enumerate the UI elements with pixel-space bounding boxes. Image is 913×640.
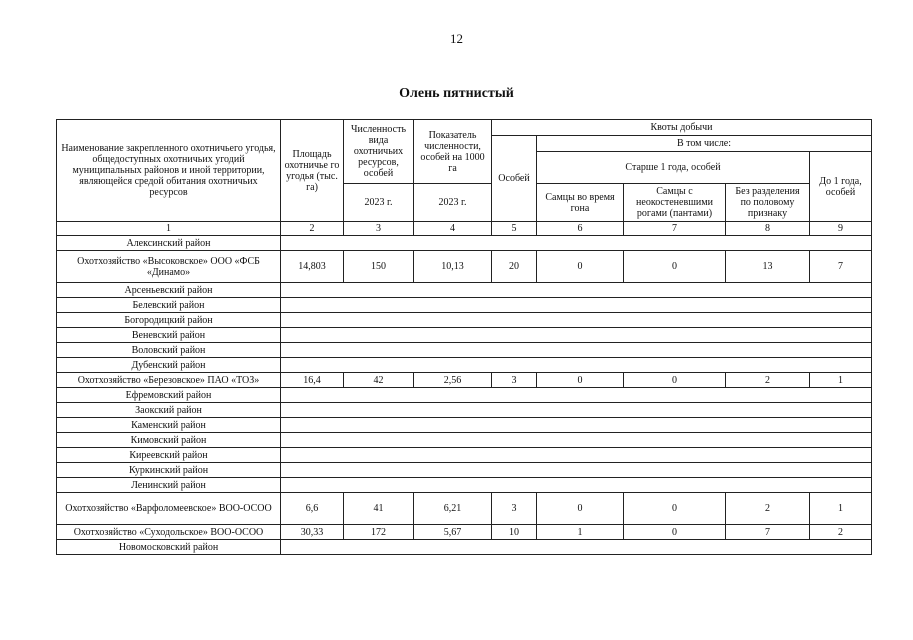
empty-cell (281, 540, 872, 555)
empty-cell (281, 236, 872, 251)
cell-value: 6,21 (414, 493, 492, 525)
column-number: 2 (281, 222, 344, 236)
district-row (57, 313, 872, 328)
district-row (57, 343, 872, 358)
header-name: Наименование закрепленного охотничьего угодья, общедоступных охотничьих угодий муниципальных районов и иной территории, являющейся средой обитания охотничьих ресурсов (57, 120, 281, 222)
district-row (57, 540, 872, 555)
district-row (57, 236, 872, 251)
empty-cell (281, 388, 872, 403)
district-row (57, 283, 872, 298)
column-number: 5 (492, 222, 537, 236)
hunting-farm-row (57, 251, 872, 283)
hunting-farm-row (57, 525, 872, 540)
header-older-1yr: Старше 1 года, особей (537, 152, 810, 184)
cell-value: 0 (624, 493, 726, 525)
cell-value: 2 (726, 373, 810, 388)
page-number: 12 (450, 31, 463, 46)
hunting-farm-name: Охотхозяйство «Высоковское» ООО «ФСБ «Динамо» (57, 251, 281, 283)
cell-value: 0 (624, 251, 726, 283)
header-population: Численность вида охотничьих ресурсов, особей (344, 120, 414, 184)
district-name: Кимовский район (57, 433, 281, 448)
district-row (57, 448, 872, 463)
header-density: Показатель численности, особей на 1000 га (414, 120, 492, 184)
header-males-antlers: Самцы с неокостеневшими рогами (пантами) (624, 184, 726, 222)
column-number: 9 (810, 222, 872, 236)
header-density-year: 2023 г. (414, 184, 492, 222)
hunting-farm-name: Охотхозяйство «Березовское» ПАО «ТОЗ» (57, 373, 281, 388)
cell-value: 2,56 (414, 373, 492, 388)
hunting-farm-row (57, 493, 872, 525)
district-name: Ленинский район (57, 478, 281, 493)
cell-value: 150 (344, 251, 414, 283)
district-name: Арсеньевский район (57, 283, 281, 298)
empty-cell (281, 313, 872, 328)
empty-cell (281, 463, 872, 478)
empty-cell (281, 448, 872, 463)
empty-cell (281, 418, 872, 433)
district-name: Каменский район (57, 418, 281, 433)
cell-value: 0 (624, 525, 726, 540)
district-row (57, 358, 872, 373)
empty-cell (281, 298, 872, 313)
district-row (57, 298, 872, 313)
cell-value: 7 (810, 251, 872, 283)
column-number: 4 (414, 222, 492, 236)
district-name: Куркинский район (57, 463, 281, 478)
district-name: Веневский район (57, 328, 281, 343)
quota-table (56, 119, 872, 555)
cell-value: 0 (537, 373, 624, 388)
district-name: Белевский район (57, 298, 281, 313)
empty-cell (281, 328, 872, 343)
column-number: 6 (537, 222, 624, 236)
district-name: Ефремовский район (57, 388, 281, 403)
hunting-farm-row (57, 373, 872, 388)
district-row (57, 418, 872, 433)
district-row (57, 463, 872, 478)
cell-value: 2 (726, 493, 810, 525)
district-row (57, 388, 872, 403)
cell-value: 1 (810, 493, 872, 525)
cell-value: 13 (726, 251, 810, 283)
cell-value: 172 (344, 525, 414, 540)
empty-cell (281, 433, 872, 448)
empty-cell (281, 343, 872, 358)
district-row (57, 433, 872, 448)
district-name: Алексинский район (57, 236, 281, 251)
cell-value: 5,67 (414, 525, 492, 540)
cell-value: 30,33 (281, 525, 344, 540)
cell-value: 0 (537, 493, 624, 525)
header-population-year: 2023 г. (344, 184, 414, 222)
cell-value: 7 (726, 525, 810, 540)
district-row (57, 403, 872, 418)
district-name: Богородицкий район (57, 313, 281, 328)
empty-cell (281, 478, 872, 493)
column-number: 7 (624, 222, 726, 236)
header-no-gender: Без разделения по половому признаку (726, 184, 810, 222)
hunting-farm-name: Охотхозяйство «Варфоломеевское» ВОО-ОСОО (57, 493, 281, 525)
column-number: 3 (344, 222, 414, 236)
cell-value: 6,6 (281, 493, 344, 525)
header-individuals: Особей (492, 136, 537, 222)
cell-value: 42 (344, 373, 414, 388)
cell-value: 0 (624, 373, 726, 388)
district-name: Киреевский район (57, 448, 281, 463)
cell-value: 0 (537, 251, 624, 283)
district-name: Новомосковский район (57, 540, 281, 555)
cell-value: 20 (492, 251, 537, 283)
cell-value: 41 (344, 493, 414, 525)
cell-value: 3 (492, 493, 537, 525)
cell-value: 10 (492, 525, 537, 540)
hunting-farm-name: Охотхозяйство «Суходольское» ВОО-ОСОО (57, 525, 281, 540)
table-body (57, 236, 872, 555)
cell-value: 1 (810, 373, 872, 388)
cell-value: 1 (537, 525, 624, 540)
district-row (57, 328, 872, 343)
district-row (57, 478, 872, 493)
document-title: Олень пятнистый (399, 86, 514, 101)
district-name: Заокский район (57, 403, 281, 418)
header-including: В том числе: (537, 136, 872, 152)
cell-value: 16,4 (281, 373, 344, 388)
district-name: Дубенский район (57, 358, 281, 373)
cell-value: 14,803 (281, 251, 344, 283)
cell-value: 10,13 (414, 251, 492, 283)
header-quotas: Квоты добычи (492, 120, 872, 136)
empty-cell (281, 283, 872, 298)
empty-cell (281, 358, 872, 373)
header-males-rut: Самцы во время гона (537, 184, 624, 222)
header-under-1yr: До 1 года, особей (810, 152, 872, 222)
header-area: Площадь охотничье го угодья (тыс. га) (281, 120, 344, 222)
cell-value: 3 (492, 373, 537, 388)
district-name: Воловский район (57, 343, 281, 358)
cell-value: 2 (810, 525, 872, 540)
column-number: 1 (57, 222, 281, 236)
column-number: 8 (726, 222, 810, 236)
empty-cell (281, 403, 872, 418)
